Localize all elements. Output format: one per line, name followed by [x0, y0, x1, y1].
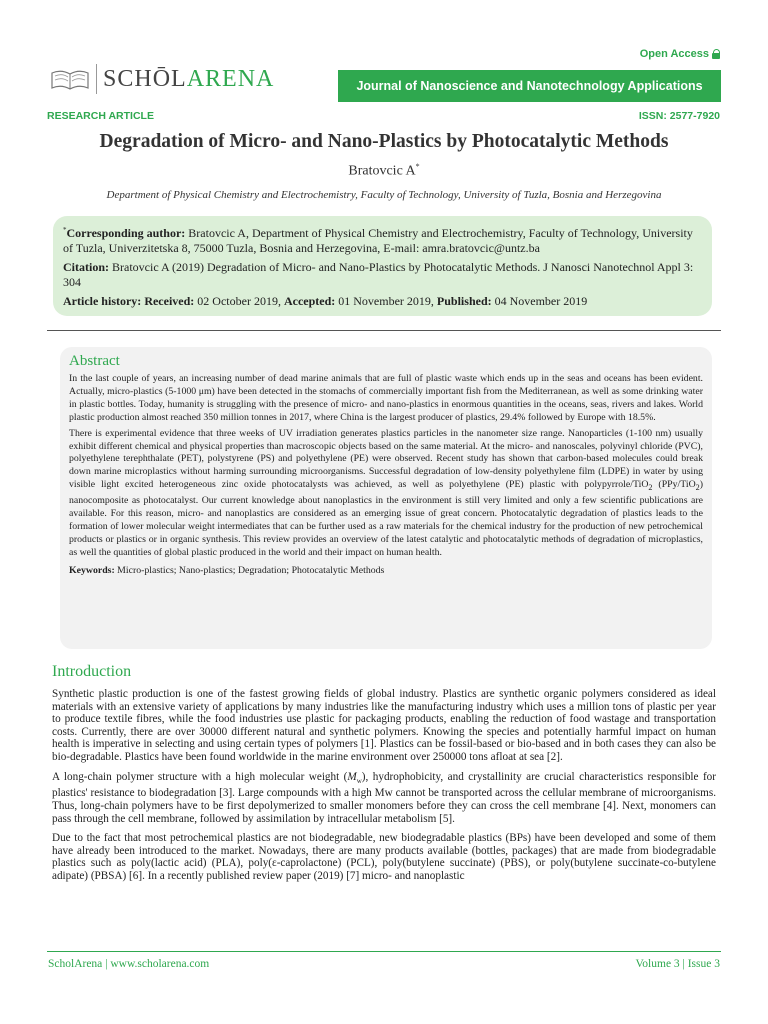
body-paragraph: A long-chain polymer structure with a high molecular weight $(M_w)$, hydrophobicity, and crystallinity are crucial characteristics responsible for plastics' resistance to biodegradation [3]. Large compounds with a high Mw cannot be transported across the cellular membrane of microorganisms. Thus, long-chain polymers have to be first depolymerized to smaller monomers before they can cross the cell membrane [4]. Next, monomers can pass through the cell membrane, followed by assimilation by intracellular metabolism [5]. [52, 770, 716, 825]
abstract-paragraph: There is experimental evidence that three weeks of UV irradiation generates plastics particles in the nanometer size range. Nanoparticles (1-100 nm) usually exhibit different chemical and physical properties than macroscopic objects based on the same material. At the micro- and nanoscales, polyvinyl chloride (PVC), polyethylene terephthalate (PET), polystyrene (PS) and polyethylene (PE) were observed. Recent study has shown that carbon-based molecules could break down marine microplastics without harming surrounding microorganisms. Successful degradation of low-density polyethylene film (LDPE) in water by using visible light excited heterogeneous zinc oxide photocatalysts was achieved, as well as polyethylene (PE) plastic with polypyrrole/TiO$_2$ (PPy/TiO$_2$) nanocomposite as photocatalyst. Our current knowledge about nanoplastics in the environment is still very limited and only a few scientific publications are available. For this reason, micro- and nanoplastics are considered as an emerging issue of great concern. Photocatalytic degradation of plastics leads to the formation of lower molecular weight intermediates that can be further used as a raw materials for the chemical industry for the production of new petrochemical products or plastics or in organic synthesis. This review provides an overview of the latest catalytic and photocatalytic methods of degradation of microplastics, as well the quantities of global plastic produced in the world and their impact on human health. [69, 427, 703, 558]
affiliation: Department of Physical Chemistry and Electrochemistry, Faculty of Technology, University of Tuzla, Bosnia and Herzegovina [106, 189, 662, 201]
article-history: Article history: Received: 02 October 2019, Accepted: 01 November 2019, Published: 04 November 2019 [63, 294, 588, 308]
footer-volume: Volume 3 | Issue 3 [635, 958, 720, 970]
citation: Citation: Bratovcic A (2019) Degradation of Micro- and Nano-Plastics by Photocatalytic Methods. J Nanosci Nanotechnol Appl 3: 304 [63, 260, 694, 289]
author-line [0, 162, 768, 180]
footer-divider [47, 951, 721, 952]
introduction-heading: Introduction [52, 663, 132, 680]
abstract-section [60, 347, 712, 649]
abstract-body [69, 373, 703, 560]
abstract-heading: Abstract [69, 353, 120, 369]
author-mark: * [415, 162, 420, 171]
open-access-text: Open Access [639, 48, 709, 60]
book-icon [50, 67, 90, 91]
introduction-body [52, 688, 716, 890]
abstract-paragraph: In the last couple of years, an increasing number of dead marine animals that are full of plastic waste which ends up in the seas and oceans has been evident. Actually, micro-plastics (5-1000 μm) have been detected in the stomachs of commercially important fish from the Mediterranean, as well as some drinking water in plastic bottles. Today, humanity is struggling with the presence of micro- and nano-plastics in enormous quantities in the oceans, seas, rivers and lakes. World plastic production almost reached 350 million tonnes in 2017, where China is the largest producer of plastics, 29.4% followed by Europe with 18.5%. [69, 373, 703, 423]
logo-wordmark: SCHŌLARENA [103, 65, 275, 92]
article-info-box [53, 216, 712, 316]
body-paragraph: Due to the fact that most petrochemical plastics are not biodegradable, new biodegradable plastics (BPs) have been developed and some of them have already been introduced to the market. Nowadays, there are many products available (bottles, packages) that are made from biodegradable plastics such as poly(lactic acid) (PLA), poly(ε-caprolactone) (PCL), poly(butylene succinate) (PBS), or poly(butylene succinate-co-butylene adipate) (PBSA) [6]. In a recently published review paper (2019) [7] micro- and nanoplastic [52, 832, 716, 882]
logo-divider [96, 64, 97, 94]
footer-publisher: ScholArena | www.scholarena.com [48, 958, 210, 970]
open-access-label [640, 48, 720, 60]
article-type-label: RESEARCH ARTICLE [47, 110, 154, 122]
issn-label: ISSN: 2577-7920 [638, 110, 720, 122]
author-name: Bratovcic A [348, 163, 416, 179]
body-paragraph: Synthetic plastic production is one of the fastest growing fields of global industry. Plastics are synthetic organic polymers considered as ideal materials with an extensive variety of applications by many industries like the manufacturing industry which uses a million tons of plastic per year to produce textile fibres, while the food industries use plastic for packaging products, enabling the reduction of food wastage and transportation costs. Currently, there are over 30000 different natural and synthetic polymers. Knowing the species and potentially harmful impact on human health is imperative in selecting and using certain types of polymers [1]. Plastics can be fossil-based or bio-based and in both cases they can also be bio-degradable. Plastics have been found worldwide in the marine environment over 250000 tons afloat at sea [2]. [52, 688, 716, 763]
header-divider [47, 330, 721, 331]
article-title: Degradation of Micro- and Nano-Plastics by Photocatalytic Methods [99, 131, 669, 152]
publisher-logo [50, 64, 274, 94]
lock-icon [712, 49, 720, 59]
journal-name-banner: Journal of Nanoscience and Nanotechnology Applications [338, 70, 721, 102]
keywords: Keywords: Micro-plastics; Nano-plastics; Degradation; Photocatalytic Methods [69, 564, 385, 576]
corresponding-author: *Corresponding author: Bratovcic A, Department of Physical Chemistry and Electrochemistry, Faculty of Technology, University of Tuzla, Univerzitetska 8, 75000 Tuzla, Bosnia and Herzegovina, E-mail: amra.bratovcic@untz.ba [63, 226, 693, 255]
